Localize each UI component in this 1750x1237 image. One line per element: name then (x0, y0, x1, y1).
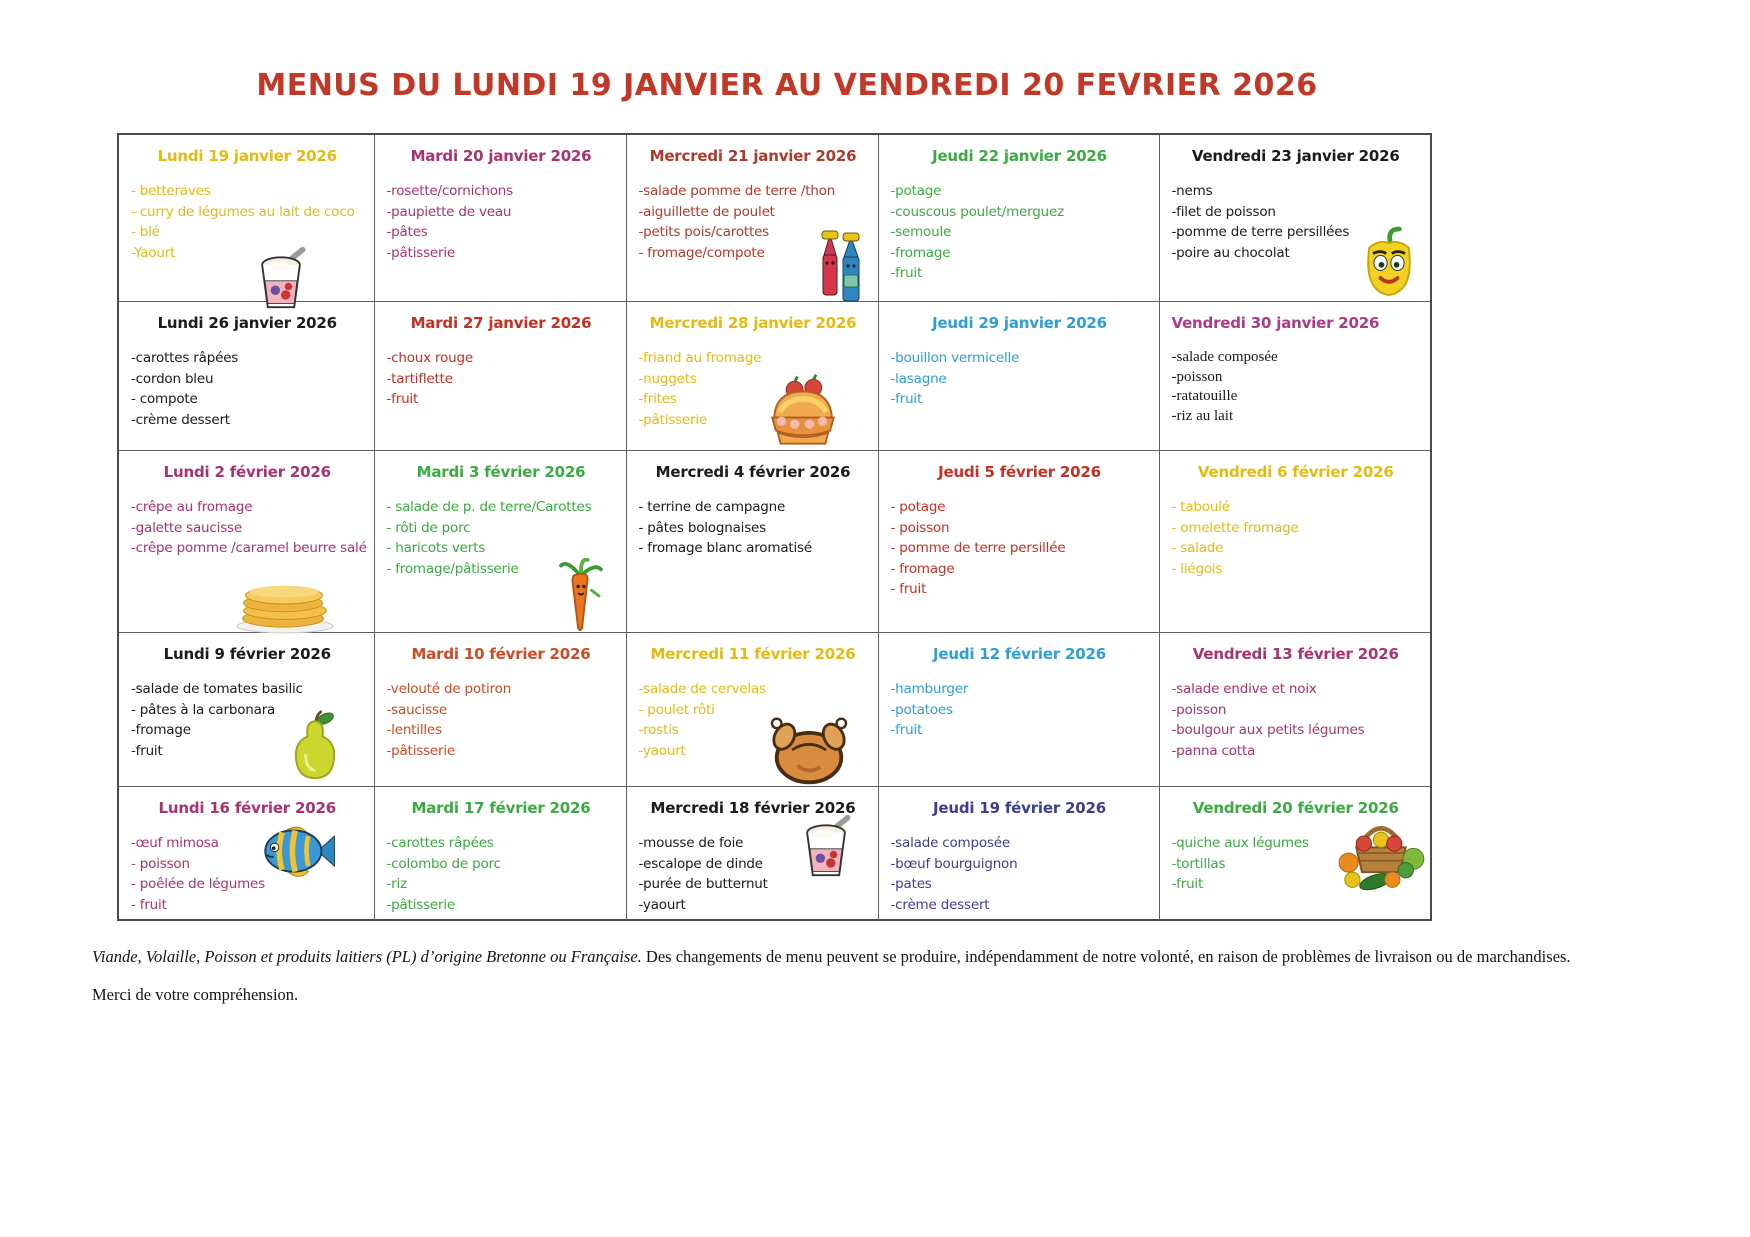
menu-cell (878, 134, 1159, 302)
menu-item: -carottes râpées (131, 350, 239, 366)
menu-item: -salade endive et noix (1171, 681, 1317, 697)
day-header: Vendredi 23 janvier 2026 (1191, 147, 1400, 165)
menu-item: -pâtes (386, 224, 428, 241)
menu-cell (374, 787, 626, 921)
menu-item: - poulet rôti (638, 701, 715, 718)
menu-item: -ratatouille (1171, 388, 1238, 404)
menu-item: -potatoes (890, 701, 953, 718)
menu-item: - omelette fromage (1171, 519, 1299, 536)
menu-item: - pâtes à la carbonara (131, 701, 276, 718)
menu-item: -pates (890, 876, 932, 893)
tropical-fish-icon (261, 823, 335, 881)
menu-item: -fruit (890, 391, 923, 408)
menu-item: - potage (890, 499, 946, 515)
day-header: Vendredi 13 février 2026 (1192, 645, 1399, 663)
footer-origin-note: Viande, Volaille, Poisson et produits laitiers (PL) d’origine Bretonne ou Française. (92, 947, 642, 967)
menu-item: -panna cotta (1171, 742, 1256, 759)
menu-item: -boulgour aux petits légumes (1171, 722, 1365, 739)
menu-item: -fruit (386, 391, 419, 408)
page-title: MENUS DU LUNDI 19 JANVIER AU VENDREDI 20 FEVRIER 2026 (256, 68, 1318, 103)
menu-cell (374, 451, 626, 633)
day-header: Mercredi 11 février 2026 (650, 645, 856, 663)
menu-item: -cordon bleu (131, 370, 214, 387)
menu-item: -petits pois/carottes (638, 224, 770, 241)
menu-item: - fromage/pâtisserie (386, 560, 519, 577)
menu-item: -salade pomme de terre /thon (638, 183, 836, 199)
menu-item: -quiche aux légumes (1171, 835, 1309, 851)
menu-cell (1159, 633, 1431, 787)
day-header: Vendredi 6 février 2026 (1197, 463, 1394, 481)
menu-item: -filet de poisson (1171, 203, 1276, 220)
day-header: Jeudi 5 février 2026 (938, 463, 1101, 481)
yogurt-cup-icon (797, 813, 855, 879)
day-header: Mercredi 21 janvier 2026 (649, 147, 857, 165)
menu-cell (118, 302, 374, 451)
menu-item: -crêpe pomme /caramel beurre salé (131, 540, 367, 557)
menu-item: -nuggets (638, 370, 697, 387)
footer-note (92, 947, 1750, 967)
menu-item: -fromage (131, 722, 191, 739)
menu-item: -colombo de porc (386, 855, 501, 872)
menu-item: - rôti de porc (386, 519, 471, 536)
menu-item: -hamburger (890, 681, 969, 697)
menu-item: - fruit (890, 581, 927, 598)
menu-cell (626, 451, 878, 633)
menu-item: -potage (890, 183, 942, 199)
menu-item: -carottes râpées (386, 835, 494, 851)
day-header: Lundi 16 février 2026 (158, 799, 336, 817)
day-header: Mardi 10 février 2026 (411, 645, 591, 663)
menu-item: - terrine de campagne (638, 499, 786, 515)
footer-change-note: Des changements de menu peuvent se produire, indépendamment de notre volonté, en raison de problèmes de livraison ou de marchandises. (641, 947, 1571, 967)
menu-item: - fruit (131, 896, 167, 913)
day-header: Mardi 27 janvier 2026 (410, 314, 592, 332)
menu-item: -escalope de dinde (638, 855, 763, 872)
day-header: Mardi 3 février 2026 (416, 463, 586, 481)
day-header: Jeudi 19 février 2026 (933, 799, 1106, 817)
menu-item: -rostis (638, 722, 679, 739)
menu-cell (374, 633, 626, 787)
menu-item: -salade de cervelas (638, 681, 766, 697)
menu-item: - salade (1171, 540, 1224, 557)
menu-item: -riz au lait (1171, 407, 1234, 424)
week-row (118, 451, 1431, 633)
menu-item: -fruit (1171, 876, 1204, 893)
day-header: Mercredi 4 février 2026 (655, 463, 851, 481)
menu-item: -salade composée (890, 835, 1010, 851)
menu-item: -fruit (890, 265, 923, 282)
menu-item: - haricots verts (386, 540, 486, 557)
day-header: Mardi 20 janvier 2026 (410, 147, 592, 165)
menu-item: -poire au chocolat (1171, 244, 1290, 261)
menu-cell (374, 134, 626, 302)
menu-item: -pâtisserie (386, 896, 456, 913)
menu-item: - salade de p. de terre/Carottes (386, 499, 592, 515)
menu-cell (118, 451, 374, 633)
menu-item: -bouillon vermicelle (890, 350, 1020, 366)
menu-item: - poisson (131, 855, 190, 872)
menu-item: - fromage (890, 560, 955, 577)
menu-cell (1159, 134, 1431, 302)
menu-item: -fromage (890, 244, 951, 261)
menu-cell (626, 787, 878, 921)
carrot-character-icon (559, 558, 603, 632)
menu-item: -crêpe au fromage (131, 499, 253, 515)
menu-item: - poêlée de légumes (131, 876, 265, 893)
menu-item: -pâtisserie (638, 411, 708, 428)
menu-cell (1159, 302, 1431, 451)
menu-item: -tartiflette (386, 370, 453, 387)
menu-item: -mousse de foie (638, 835, 744, 851)
day-header: Jeudi 12 février 2026 (933, 645, 1106, 663)
menu-item: - fromage/compote (638, 244, 765, 261)
menu-item: -riz (386, 876, 407, 893)
menu-item: -fruit (890, 722, 923, 739)
menu-item: -pomme de terre persillées (1171, 224, 1350, 241)
menu-item: -tortillas (1171, 855, 1226, 872)
menu-item: - poisson (890, 519, 950, 536)
menu-item: -paupiette de veau (386, 203, 512, 220)
vegetables-basket-icon (1335, 815, 1427, 895)
day-header: Vendredi 30 janvier 2026 (1171, 314, 1380, 332)
menu-item: -fruit (131, 742, 163, 759)
menu-item: - liégois (1171, 560, 1223, 577)
menu-cell (626, 633, 878, 787)
menu-item: -velouté de potiron (386, 681, 512, 697)
menu-cell (626, 302, 878, 451)
menu-item: -poisson (1171, 701, 1227, 718)
menu-cell (118, 134, 374, 302)
week-row (118, 302, 1431, 451)
footer-thanks: Merci de votre compréhension. (92, 985, 299, 1005)
menu-cell (878, 302, 1159, 451)
day-header: Lundi 26 janvier 2026 (157, 314, 337, 332)
menu-item: -friand au fromage (638, 350, 762, 366)
menu-item: -purée de butternut (638, 876, 768, 893)
day-header: Jeudi 29 janvier 2026 (932, 314, 1107, 332)
menu-item: - betteraves (131, 183, 211, 199)
week-row (118, 787, 1431, 921)
menu-item: - taboulé (1171, 499, 1230, 515)
menu-cell (1159, 451, 1431, 633)
menu-item: -semoule (890, 224, 952, 241)
menu-item: -couscous poulet/merguez (890, 203, 1064, 220)
menu-item: -aiguillette de poulet (638, 203, 775, 220)
menu-item: -salade composée (1171, 349, 1278, 365)
day-header: Mardi 17 février 2026 (411, 799, 591, 817)
menu-item: -crème dessert (131, 411, 230, 428)
menu-item: -frites (638, 391, 677, 408)
pear-icon (290, 710, 340, 780)
menu-item: - curry de légumes au lait de coco (131, 203, 355, 220)
week-row (118, 134, 1431, 302)
menu-item: -lentilles (386, 722, 442, 739)
menu-cell (626, 134, 878, 302)
menu-item: - pâtes bolognaises (638, 519, 766, 536)
menu-item: -salade de tomates basilic (131, 681, 303, 697)
menu-item: -œuf mimosa (131, 835, 219, 851)
menu-item: -choux rouge (386, 350, 473, 366)
menu-table (117, 133, 1432, 921)
menu-item: -bœuf bourguignon (890, 855, 1018, 872)
menu-item: -pâtisserie (386, 742, 456, 759)
menu-cell (878, 787, 1159, 921)
menu-item: -poisson (1171, 368, 1223, 385)
day-header: Mercredi 18 février 2026 (650, 799, 856, 817)
menu-item: -galette saucisse (131, 519, 242, 536)
menu-item: -saucisse (386, 701, 447, 718)
menu-item: -yaourt (638, 896, 686, 913)
menu-item: -pâtisserie (386, 244, 456, 261)
menu-item: - compote (131, 391, 198, 408)
menu-cell (118, 787, 374, 921)
day-header: Jeudi 22 janvier 2026 (932, 147, 1107, 165)
roast-chicken-icon (763, 712, 855, 788)
menu-item: -lasagne (890, 370, 947, 387)
menu-cell (1159, 787, 1431, 921)
day-header: Lundi 9 février 2026 (163, 645, 331, 663)
menu-item: - fromage blanc aromatisé (638, 540, 812, 557)
week-row (118, 633, 1431, 787)
day-header: Lundi 19 janvier 2026 (157, 147, 337, 165)
menu-cell (118, 633, 374, 787)
day-header: Vendredi 20 février 2026 (1192, 799, 1399, 817)
day-header: Mercredi 28 janvier 2026 (649, 314, 857, 332)
day-header: Lundi 2 février 2026 (163, 463, 331, 481)
menu-item: - blé (131, 224, 160, 241)
crayon-characters-icon (810, 229, 870, 305)
crepes-stack-icon (235, 576, 335, 634)
yogurt-cup-icon (252, 245, 310, 311)
pastry-cake-icon (761, 374, 845, 450)
menu-cell (878, 451, 1159, 633)
menu-item: -yaourt (638, 742, 686, 759)
menu-item: -rosette/cornichons (386, 183, 513, 199)
menu-item: -nems (1171, 183, 1213, 199)
menu-table-body (118, 134, 1431, 920)
menu-cell (374, 302, 626, 451)
menu-item: - pomme de terre persillée (890, 540, 1066, 557)
menu-item: -Yaourt (131, 244, 176, 261)
pepper-smiley-icon (1356, 225, 1422, 299)
menu-cell (878, 633, 1159, 787)
menu-item: -crème dessert (890, 896, 990, 913)
